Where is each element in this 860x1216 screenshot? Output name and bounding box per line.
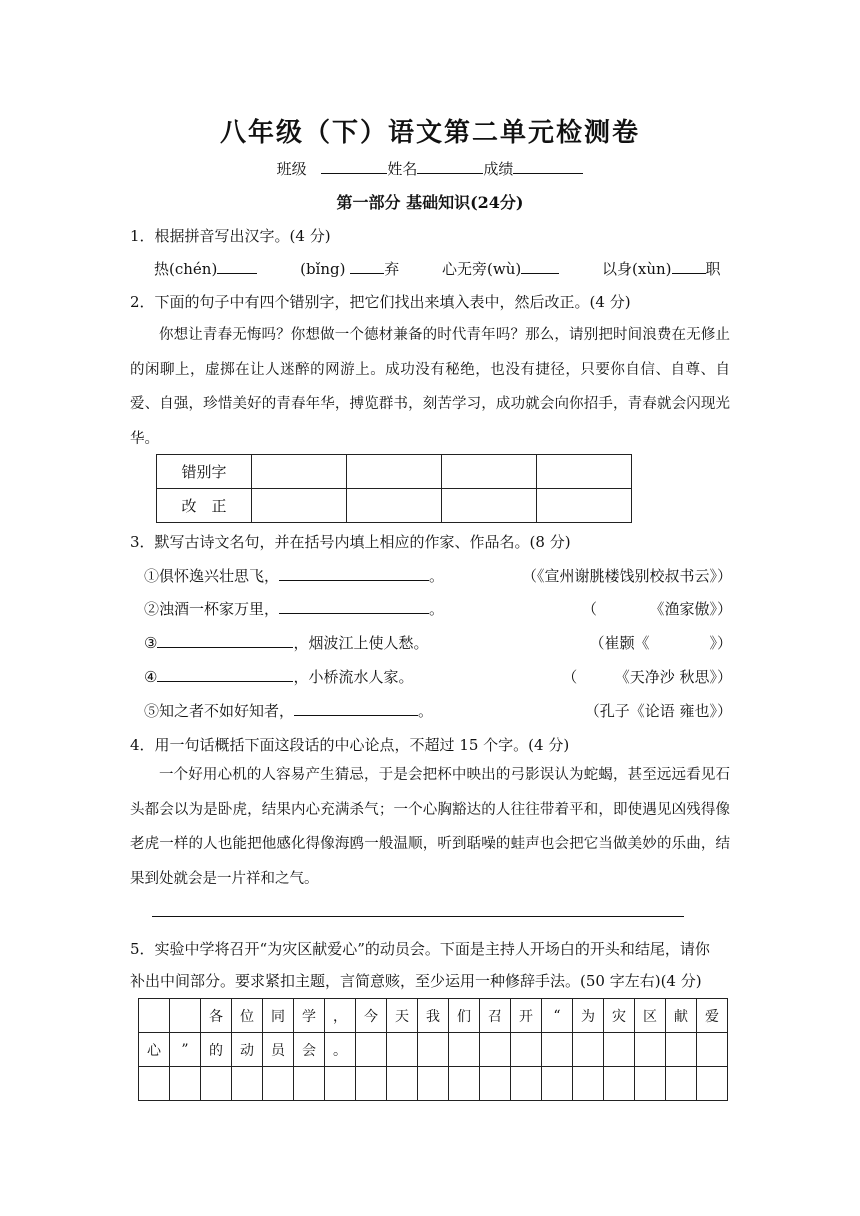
q1-item-4-pinyin: 以身(xùn) bbox=[602, 260, 672, 278]
q3-line-1-source: （《宣州谢朓楼饯别校叔书云》） bbox=[521, 567, 732, 585]
q3-line-2-text: ②浊酒一杯家万里， bbox=[144, 600, 280, 618]
table-row bbox=[139, 999, 728, 1033]
q3-line-4-suffix: ，小桥流水人家。 bbox=[293, 668, 414, 686]
q3-line-4-source: （ 《天净沙 秋思》） bbox=[562, 668, 732, 686]
table-row bbox=[139, 1033, 728, 1067]
grid-cell: 灾 bbox=[604, 999, 635, 1033]
q3-line-5 bbox=[144, 700, 433, 721]
q1-item-1-blank[interactable] bbox=[217, 259, 257, 274]
student-info-line bbox=[0, 158, 860, 179]
q2-wrong-cell[interactable] bbox=[442, 455, 537, 489]
q1-item-2 bbox=[300, 258, 399, 279]
grid-cell[interactable] bbox=[480, 1067, 511, 1101]
grid-cell[interactable] bbox=[139, 999, 170, 1033]
q3-line-1-text: ①俱怀逸兴壮思飞， bbox=[144, 567, 280, 585]
grid-cell: 员 bbox=[263, 1033, 294, 1067]
grid-cell[interactable] bbox=[418, 1033, 449, 1067]
q2-fix-cell[interactable] bbox=[442, 489, 537, 523]
q5-stem-line-1: 5．实验中学将召开“为灾区献爱心”的动员会。下面是主持人开场白的开头和结尾，请你 bbox=[130, 940, 710, 958]
grid-cell: 们 bbox=[449, 999, 480, 1033]
q3-stem: 3．默写古诗文名句，并在括号内填上相应的作家、作品名。(8 分) bbox=[130, 533, 571, 551]
grid-cell: 同 bbox=[263, 999, 294, 1033]
grid-cell[interactable] bbox=[542, 1067, 573, 1101]
grid-cell[interactable] bbox=[449, 1067, 480, 1101]
q3-line-3-source: （崔颢《 》） bbox=[589, 634, 732, 652]
q1-item-4-suffix: 职 bbox=[705, 260, 721, 278]
q1-stem: 1．根据拼音写出汉字。(4 分) bbox=[130, 227, 331, 245]
grid-cell[interactable] bbox=[604, 1067, 635, 1101]
q2-wrong-cell[interactable] bbox=[347, 455, 442, 489]
grid-cell[interactable] bbox=[511, 1033, 542, 1067]
grid-cell: 为 bbox=[573, 999, 604, 1033]
class-blank[interactable] bbox=[321, 159, 387, 174]
q5-writing-grid bbox=[138, 998, 728, 1101]
q3-line-2 bbox=[144, 598, 444, 619]
grid-cell[interactable] bbox=[666, 1033, 697, 1067]
q3-line-3-suffix: ，烟波江上使人愁。 bbox=[293, 634, 429, 652]
q3-line-3 bbox=[144, 632, 428, 653]
q5-stem-line-2: 补出中间部分。要求紧扣主题，言简意赅，至少运用一种修辞手法。(50 字左右)(4 分) bbox=[130, 972, 702, 990]
q1-item-4 bbox=[602, 258, 721, 279]
grid-cell[interactable] bbox=[294, 1067, 325, 1101]
grid-cell: 学 bbox=[294, 999, 325, 1033]
grid-cell[interactable] bbox=[170, 999, 201, 1033]
q1-item-2-blank[interactable] bbox=[350, 259, 384, 274]
part-one-title: 第一部分 基础知识(24分) bbox=[336, 193, 524, 212]
grid-cell: 动 bbox=[232, 1033, 263, 1067]
grid-cell: 爱 bbox=[697, 999, 728, 1033]
grid-cell[interactable] bbox=[604, 1033, 635, 1067]
q3-line-4 bbox=[144, 666, 413, 687]
q3-line-5-source: （孔子《论语 雍也》） bbox=[584, 702, 732, 720]
q4-passage: 一个好用心机的人容易产生猜忌，于是会把杯中映出的弓影误认为蛇蝎，甚至远远看见石头都会以为是卧虎，结果内心充满杀气；一个心胸豁达的人往往带着平和，即使遇见凶残得像老虎一样的人也能把他感化得像海鸥一般温顺，听到聒噪的蛙声也会把它当做美妙的乐曲，结果到处就会是一片祥和之气。 bbox=[130, 767, 730, 887]
grid-cell[interactable] bbox=[573, 1033, 604, 1067]
grid-cell[interactable] bbox=[542, 1033, 573, 1067]
grid-cell[interactable] bbox=[635, 1033, 666, 1067]
q3-line-1-suffix: 。 bbox=[429, 567, 445, 585]
name-blank[interactable] bbox=[417, 159, 483, 174]
class-label: 班级 bbox=[276, 160, 307, 178]
q3-line-2-suffix: 。 bbox=[429, 600, 445, 618]
grid-cell: 心 bbox=[139, 1033, 170, 1067]
q1-pinyin-row bbox=[154, 258, 759, 279]
q1-item-4-blank[interactable] bbox=[672, 259, 706, 274]
grid-cell[interactable] bbox=[511, 1067, 542, 1101]
q1-item-1-pinyin: 热(chén) bbox=[154, 260, 218, 278]
grid-cell[interactable] bbox=[325, 1067, 356, 1101]
q1-item-2-pinyin: (bǐng) bbox=[300, 260, 351, 278]
q2-fix-cell[interactable] bbox=[252, 489, 347, 523]
grid-cell: 区 bbox=[635, 999, 666, 1033]
grid-cell[interactable] bbox=[635, 1067, 666, 1101]
q3-line-3-text: ③ bbox=[144, 634, 158, 652]
name-label: 姓名 bbox=[387, 160, 418, 178]
q1-item-3 bbox=[442, 258, 559, 279]
grid-cell[interactable] bbox=[418, 1067, 449, 1101]
grid-cell: 会 bbox=[294, 1033, 325, 1067]
q3-line-2-source: （ 《渔家傲》） bbox=[581, 600, 732, 618]
grid-cell: 的 bbox=[201, 1033, 232, 1067]
grid-cell[interactable] bbox=[697, 1033, 728, 1067]
grid-cell[interactable] bbox=[573, 1067, 604, 1101]
grid-cell[interactable] bbox=[201, 1067, 232, 1101]
table-row bbox=[157, 489, 632, 523]
q4-stem: 4．用一句话概括下面这段话的中心论点，不超过 15 个字。(4 分) bbox=[130, 736, 570, 754]
q3-line-5-text: ⑤知之者不如好知者， bbox=[144, 702, 295, 720]
grid-cell: 召 bbox=[480, 999, 511, 1033]
grid-cell: ， bbox=[325, 999, 356, 1033]
q2-wrong-cell[interactable] bbox=[252, 455, 347, 489]
q2-stem: 2．下面的句子中有四个错别字，把它们找出来填入表中，然后改正。(4 分) bbox=[130, 293, 631, 311]
grid-cell: 今 bbox=[356, 999, 387, 1033]
grid-cell[interactable] bbox=[356, 1067, 387, 1101]
q1-item-2-suffix: 弃 bbox=[384, 260, 400, 278]
grid-cell[interactable] bbox=[387, 1033, 418, 1067]
grid-cell[interactable] bbox=[666, 1067, 697, 1101]
score-blank[interactable] bbox=[513, 159, 583, 174]
grid-cell[interactable] bbox=[480, 1033, 511, 1067]
grid-cell: 天 bbox=[387, 999, 418, 1033]
q2-fix-cell[interactable] bbox=[347, 489, 442, 523]
q1-item-3-blank[interactable] bbox=[521, 259, 559, 274]
q2-wrong-cell[interactable] bbox=[537, 455, 632, 489]
grid-cell[interactable] bbox=[263, 1067, 294, 1101]
q2-header-wrong: 错别字 bbox=[157, 455, 252, 489]
table-row bbox=[139, 1067, 728, 1101]
q4-answer-line[interactable] bbox=[152, 916, 684, 917]
grid-cell[interactable] bbox=[139, 1067, 170, 1101]
q3-line-4-blank[interactable] bbox=[157, 667, 293, 682]
q2-header-fix: 改 正 bbox=[157, 489, 252, 523]
grid-cell[interactable] bbox=[232, 1067, 263, 1101]
q3-line-1-blank[interactable] bbox=[279, 566, 429, 581]
grid-cell: 位 bbox=[232, 999, 263, 1033]
grid-cell[interactable] bbox=[170, 1067, 201, 1101]
q2-fix-cell[interactable] bbox=[537, 489, 632, 523]
q3-line-5-suffix: 。 bbox=[418, 702, 434, 720]
q1-item-3-pinyin: 心无旁(wù) bbox=[442, 260, 522, 278]
q3-line-5-blank[interactable] bbox=[294, 701, 418, 716]
grid-cell[interactable] bbox=[387, 1067, 418, 1101]
grid-cell[interactable] bbox=[449, 1033, 480, 1067]
table-row bbox=[157, 455, 632, 489]
grid-cell: ” bbox=[170, 1033, 201, 1067]
q3-line-1 bbox=[144, 565, 444, 586]
grid-cell: “ bbox=[542, 999, 573, 1033]
grid-cell: 开 bbox=[511, 999, 542, 1033]
grid-cell: 献 bbox=[666, 999, 697, 1033]
grid-cell: 。 bbox=[325, 1033, 356, 1067]
q3-line-3-blank[interactable] bbox=[157, 633, 293, 648]
grid-cell[interactable] bbox=[697, 1067, 728, 1101]
q2-passage: 你想让青春无悔吗？你想做一个德材兼备的时代青年吗？那么，请别把时间浪费在无修止的闲聊上，虚掷在让人迷醉的网游上。成功没有秘绝，也没有捷径，只要你自信、自尊、自爱、自强，珍惜美好的青春年华，搏览群书，刻苦学习，成功就会向你招手，青春就会闪现光华。 bbox=[130, 327, 730, 447]
grid-cell[interactable] bbox=[356, 1033, 387, 1067]
page-title: 八年级（下）语文第二单元检测卷 bbox=[219, 118, 640, 148]
q3-line-4-text: ④ bbox=[144, 668, 158, 686]
score-label: 成绩 bbox=[483, 160, 514, 178]
q2-answer-table bbox=[156, 454, 632, 523]
grid-cell: 各 bbox=[201, 999, 232, 1033]
q3-line-2-blank[interactable] bbox=[279, 599, 429, 614]
q1-item-1 bbox=[154, 258, 257, 279]
grid-cell: 我 bbox=[418, 999, 449, 1033]
